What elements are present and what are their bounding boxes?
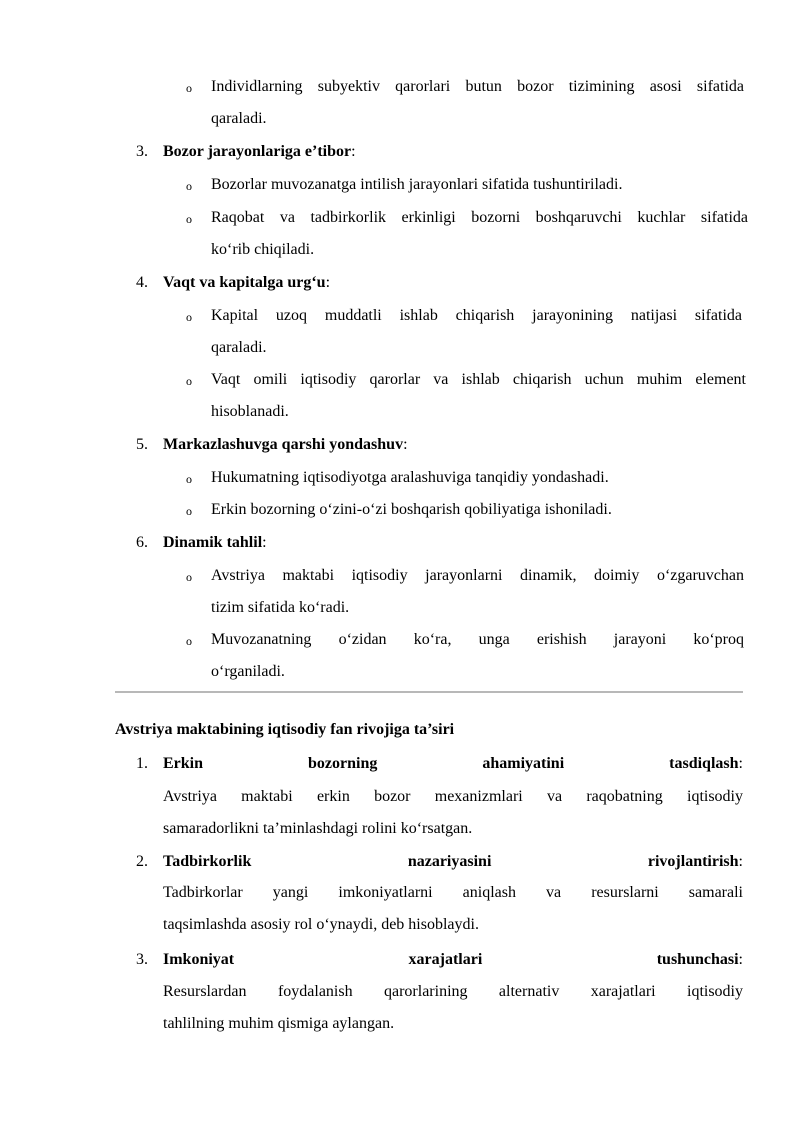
list-number: 1. [136, 755, 148, 772]
list-number: 4. [136, 274, 148, 291]
bullet-text: Avstriya maktabi iqtisodiy jarayonlarni dinamik, doimiy o‘zgaruvchan [211, 567, 744, 584]
paragraph-text: samaradorlikni ta’minlashdagi rolini ko‘rsatgan. [163, 820, 473, 837]
paragraph-text: tahlilning muhim qismiga aylangan. [163, 1015, 395, 1032]
bullet-text: Vaqt omili iqtisodiy qarorlar va ishlab chiqarish uchun muhim element [211, 371, 746, 388]
bullet-marker: o [186, 570, 192, 584]
bullet-text: qaraladi. [211, 339, 267, 356]
list-number: 6. [136, 534, 148, 551]
list-number: 2. [136, 853, 148, 870]
list-item-heading: Vaqt va kapitalga urg‘u: [163, 274, 331, 291]
paragraph-text: Avstriya maktabi erkin bozor mexanizmlari va raqobatning iqtisodiy [163, 788, 743, 805]
section-heading: Avstriya maktabining iqtisodiy fan rivojiga ta’siri [115, 721, 455, 738]
list-number: 3. [136, 951, 148, 968]
bullet-text: qaraladi. [211, 110, 267, 127]
list-item-heading: Bozor jarayonlariga e’tibor: [163, 143, 356, 160]
horizontal-divider [115, 691, 743, 693]
list-item-heading: Dinamik tahlil: [163, 534, 267, 551]
bullet-text: Hukumatning iqtisodiyotga aralashuviga tanqidiy yondashadi. [211, 469, 609, 486]
list-number: 5. [136, 436, 148, 453]
bullet-text: hisoblanadi. [211, 403, 289, 420]
bullet-marker: o [186, 212, 192, 226]
paragraph-text: taqsimlashda asosiy rol o‘ynaydi, deb hisoblaydi. [163, 916, 479, 933]
bullet-text: Bozorlar muvozanatga intilish jarayonlari sifatida tushuntiriladi. [211, 176, 623, 193]
item-title: Vaqt va kapitalga urg‘u [163, 274, 326, 291]
paragraph-text: Tadbirkorlar yangi imkoniyatlarni aniqlash va resurslarni samarali [163, 884, 743, 901]
bullet-text: Erkin bozorning o‘zini-o‘zi boshqarish qobiliyatiga ishoniladi. [211, 501, 612, 518]
bullet-text: Muvozanatning o‘zidan ko‘ra, unga erishish jarayoni ko‘proq [211, 631, 744, 648]
list-number: 3. [136, 143, 148, 160]
bullet-marker: o [186, 634, 192, 648]
list-item-heading: Erkin bozorning ahamiyatini tasdiqlash: [163, 755, 743, 772]
item-title: Bozor jarayonlariga e’tibor [163, 143, 352, 160]
paragraph-text: Resurslardan foydalanish qarorlarining alternativ xarajatlari iqtisodiy [163, 983, 743, 1000]
bullet-text: o‘rganiladi. [211, 663, 285, 680]
bullet-marker: o [186, 81, 192, 95]
bullet-text: tizim sifatida ko‘radi. [211, 599, 350, 616]
bullet-marker: o [186, 310, 192, 324]
bullet-marker: o [186, 472, 192, 486]
list-item-heading: Markazlashuvga qarshi yondashuv: [163, 436, 408, 453]
bullet-marker: o [186, 179, 192, 193]
bullet-text: Raqobat va tadbirkorlik erkinligi bozorni boshqaruvchi kuchlar sifatida [211, 209, 748, 226]
bullet-text: ko‘rib chiqiladi. [211, 241, 315, 258]
list-item-heading: Tadbirkorlik nazariyasini rivojlantirish: [163, 853, 743, 870]
item-title: Markazlashuvga qarshi yondashuv [163, 436, 404, 453]
bullet-text: Kapital uzoq muddatli ishlab chiqarish jarayonining natijasi sifatida [211, 307, 742, 324]
bullet-text: Individlarning subyektiv qarorlari butun bozor tizimining asosi sifatida [211, 78, 744, 95]
item-title: Dinamik tahlil [163, 534, 263, 551]
list-item-heading: Imkoniyat xarajatlari tushunchasi: [163, 951, 743, 968]
bullet-marker: o [186, 504, 192, 518]
bullet-marker: o [186, 374, 192, 388]
